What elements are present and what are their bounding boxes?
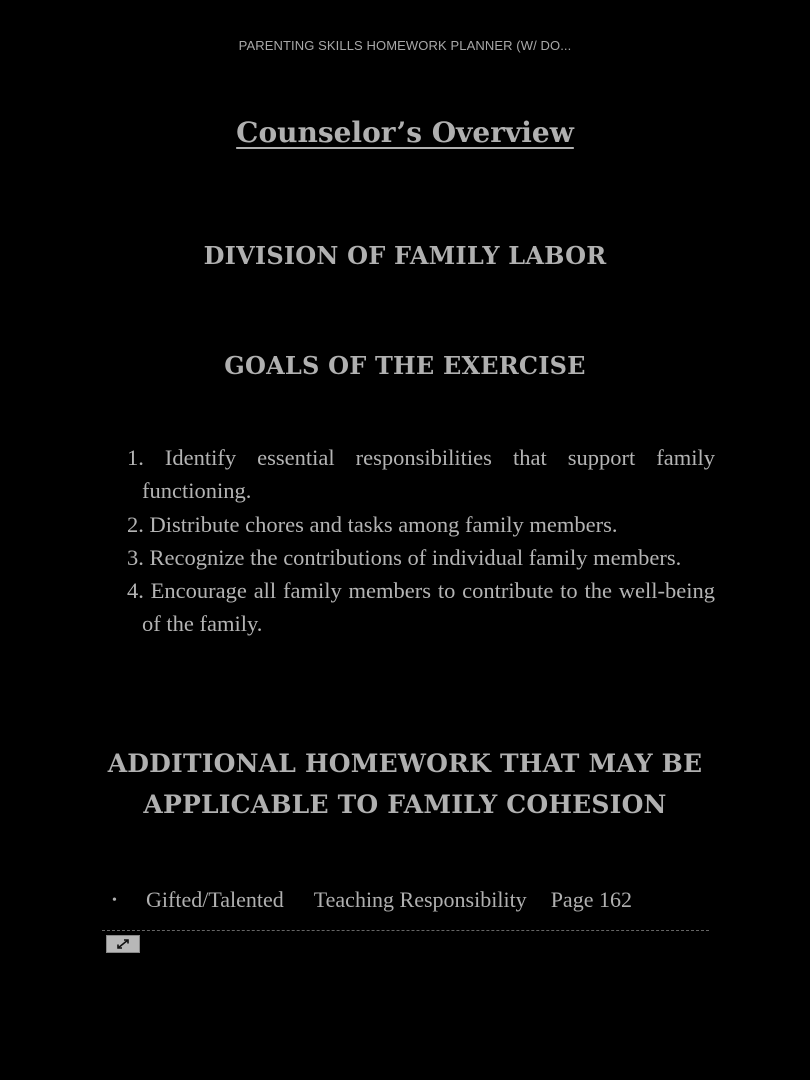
additional-heading-line2: APPLICABLE TO FAMILY COHESION <box>143 790 667 819</box>
table-divider <box>102 930 709 931</box>
expand-arrows-icon <box>114 937 132 951</box>
related-homework-row <box>112 887 712 913</box>
exercise-title: DIVISION OF FAMILY LABOR <box>203 241 607 270</box>
related-category: Gifted/Talented <box>146 887 284 912</box>
page-title-text: Counselor’s Overview <box>236 116 574 149</box>
additional-homework-heading <box>0 743 810 825</box>
goal-item: 4. Encourage all family members to contribute to the well-being of the family. <box>127 578 715 637</box>
goal-item: 1. Identify essential responsibilities that support family functioning. <box>127 445 715 504</box>
goal-item: 3. Recognize the contributions of individual family members. <box>127 544 682 570</box>
related-assignment-link[interactable]: Teaching Responsibility <box>313 887 527 912</box>
running-header-title: PARENTING SKILLS HOMEWORK PLANNER (W/ DO... <box>238 38 572 53</box>
expand-table-button[interactable] <box>106 935 140 953</box>
goal-item: 2. Distribute chores and tasks among family members. <box>127 511 618 537</box>
goals-heading: GOALS OF THE EXERCISE <box>224 351 586 380</box>
bullet: • <box>112 893 117 908</box>
additional-heading-line1: ADDITIONAL HOMEWORK THAT MAY BE <box>107 749 703 778</box>
goals-list <box>127 441 715 641</box>
related-page-ref[interactable]: Page 162 <box>550 887 632 912</box>
page-title <box>0 116 810 149</box>
